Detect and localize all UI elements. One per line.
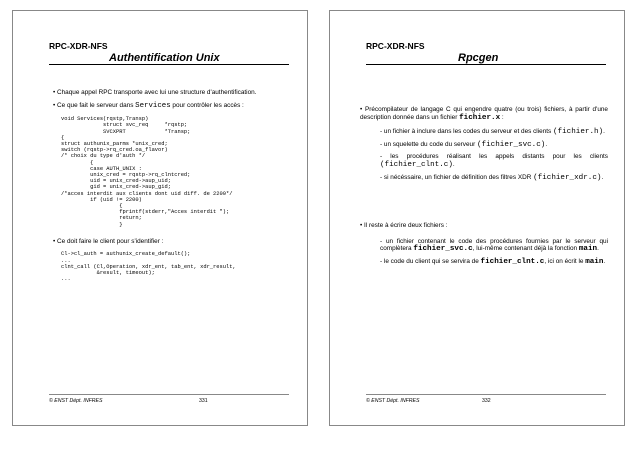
item-text: , lui-même contenant déjà la fonction — [472, 245, 579, 253]
slide-header: RPC-XDR-NFS — [49, 41, 108, 51]
code-line: { — [61, 159, 94, 166]
page-number: 331 — [199, 398, 208, 404]
code-line: ... — [61, 257, 71, 264]
code-line: &result, timeout); — [61, 270, 155, 277]
code-line: struct svc_req *rqstp; — [61, 122, 188, 129]
item-text: - si nécéssaire, un fichier de définition des filtres XDR — [380, 173, 534, 181]
item-text: - les procédures réalisant les appels distants pour les clients — [380, 153, 608, 161]
bullet-text: • Ce que fait le serveur dans — [53, 101, 136, 109]
header-rule — [49, 64, 289, 65]
code-line: return; — [61, 215, 142, 222]
code-line: { — [61, 134, 65, 141]
bullet-text: : — [500, 113, 504, 121]
list-item — [380, 141, 608, 150]
bullet-client-identify: • Ce doit faire le client pour s'identifier : — [53, 237, 164, 245]
item-text: . — [603, 128, 605, 136]
code-block-server — [61, 116, 295, 228]
list-item — [380, 258, 608, 267]
inline-code: (fichier_xdr.c) — [533, 173, 602, 182]
inline-code: Services — [135, 101, 171, 110]
inline-code: (fichier.h) — [553, 128, 604, 137]
bullet-auth-structure: • Chaque appel RPC transporte avec lui une structure d'authentification. — [53, 89, 257, 96]
inline-code: (fichier_svc.c) — [477, 140, 546, 149]
list-item — [380, 128, 608, 137]
bullet-rpcgen-description — [360, 106, 608, 122]
code-line: } — [61, 221, 123, 228]
code-line: SVCXPRT *Transp; — [61, 128, 191, 135]
item-text: - un fichier contenant le code des procédures fournies par le serveur qui complètera — [380, 237, 608, 253]
code-line: /*acces interdit aux clients dont uid diff. de 2200*/ — [61, 190, 233, 197]
slide-body — [360, 106, 608, 271]
code-listing — [61, 116, 295, 228]
slide-title: Authentification Unix — [109, 52, 220, 64]
list-item — [380, 153, 608, 169]
inline-code: fichier.x — [459, 113, 501, 122]
footer-copyright: © ENST Dépt. INFRES — [366, 398, 420, 404]
inline-code: main — [578, 245, 598, 254]
remaining-files-list — [380, 238, 608, 267]
code-listing — [61, 251, 295, 282]
inline-code: (fichier_clnt.c) — [380, 160, 453, 169]
item-text: - un fichier à inclure dans les codes du serveur et des clients — [380, 128, 553, 136]
code-line: ... — [61, 276, 71, 283]
bullet-server-control — [53, 102, 295, 111]
slide-332 — [329, 10, 625, 426]
item-text: . — [545, 140, 548, 148]
list-item — [380, 238, 608, 254]
header-rule — [366, 64, 606, 65]
bullet-remaining-files: • Il reste à écrire deux fichiers : — [360, 222, 448, 230]
bullet-text: • Précompilateur de langage C qui engendre quatre (ou trois) fichiers, à partir d'une description donnée dans un fichier — [360, 106, 608, 121]
bullet-text: pour contrôler les accès : — [170, 101, 244, 109]
slide-title: Rpcgen — [458, 52, 499, 64]
inline-code: fichier_svc.c — [413, 245, 473, 254]
item-text: . — [597, 245, 599, 253]
item-text: - le code du client qui se servira de — [380, 257, 481, 265]
slide-header: RPC-XDR-NFS — [366, 41, 425, 51]
code-line: if (uid != 2200) — [61, 196, 142, 203]
footer-rule — [366, 394, 606, 395]
footer-rule — [49, 394, 289, 395]
code-line: /* choix du type d'auth */ — [61, 153, 146, 160]
code-line: void Services(rqstp,Transp) — [61, 116, 149, 123]
code-line: Cl->cl_auth = authunix_create_default(); — [61, 251, 191, 258]
item-text: , ici on écrit le — [544, 257, 586, 265]
code-line: gid = unix_cred->aup_gid; — [61, 184, 171, 191]
code-line: clnt_call (Cl,Operation, xdr_ent, tab_ent, xdr_result, — [61, 263, 236, 270]
code-line: switch (rqstp->rq_cred.oa_flavor) — [61, 147, 168, 154]
generated-files-list — [380, 128, 608, 182]
inline-code: fichier_clnt.c — [480, 257, 545, 266]
list-item — [380, 174, 608, 183]
page-number: 332 — [482, 398, 491, 404]
inline-code: main — [585, 257, 604, 266]
item-text: . — [601, 173, 604, 181]
code-line: unix_cred = rqstp->rq_clntcred; — [61, 172, 191, 179]
item-text: . — [603, 257, 606, 265]
slide-331 — [12, 10, 308, 426]
code-line: { — [61, 203, 123, 210]
footer-copyright: © ENST Dépt. INFRES — [49, 398, 103, 404]
item-text: . — [452, 160, 455, 168]
code-block-client — [61, 251, 295, 282]
code-line: fprintf(stderr,"Acces interdit "); — [61, 209, 230, 216]
code-line: case AUTH_UNIX : — [61, 165, 142, 172]
slide-body — [53, 89, 295, 282]
item-text: - un squelette du code du serveur — [380, 140, 477, 148]
code-line: uid = unix_cred->aup_uid; — [61, 178, 171, 185]
code-line: struct authunix_parms *unix_cred; — [61, 141, 168, 147]
